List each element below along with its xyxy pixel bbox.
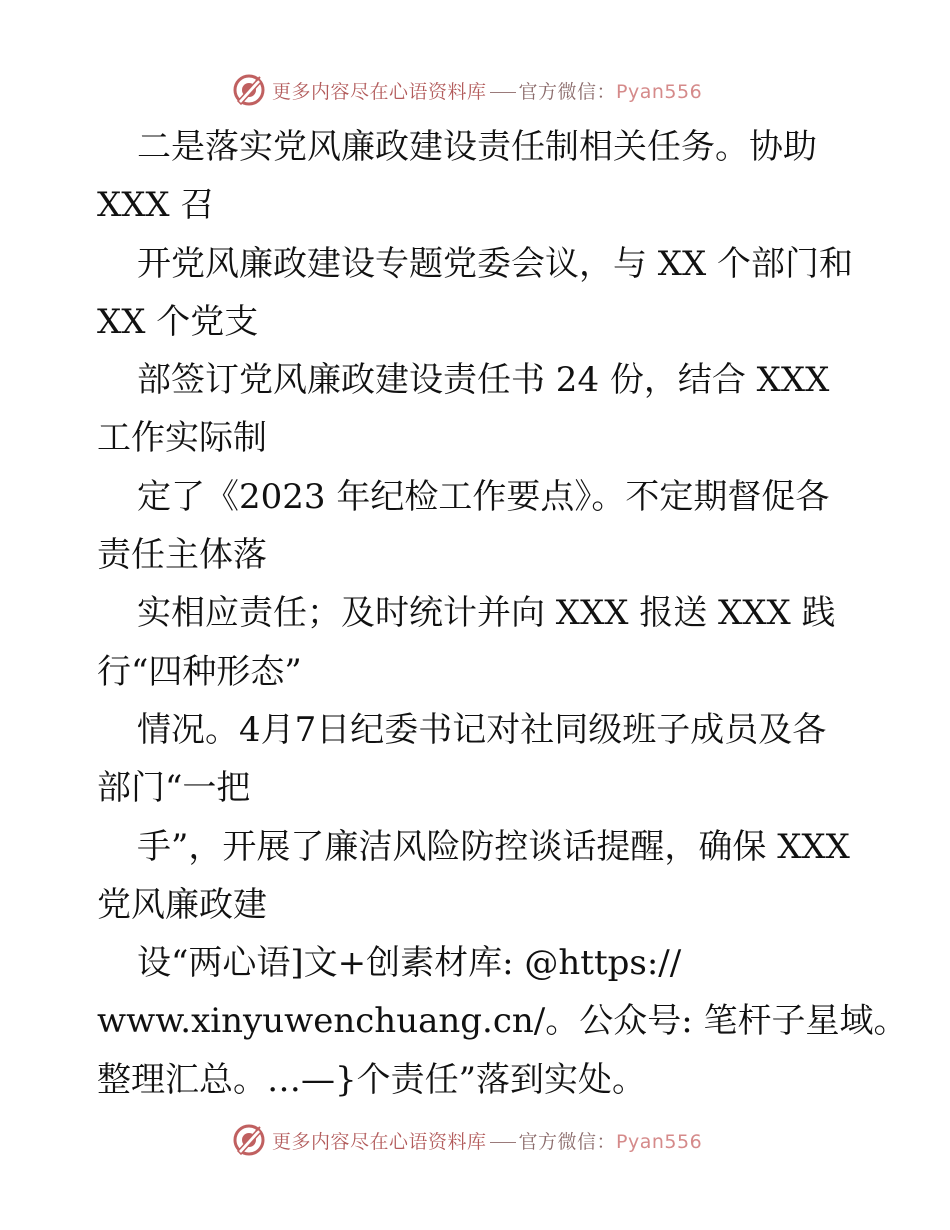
text-line: 责任主体落 xyxy=(97,535,267,576)
text-line: 整理汇总。…—}个责任”落到实处。 xyxy=(97,1059,647,1100)
footer-banner xyxy=(232,1120,702,1160)
banner-wechat-id: Pyan556 xyxy=(616,80,703,103)
text-line: www.xinyuwenchuang.cn/。公众号: 笔杆子星域。 xyxy=(97,1001,908,1042)
banner-title: 更多内容尽在心语资料库 xyxy=(272,1130,487,1153)
text-line: 实相应责任；及时统计并向 XXX 报送 XXX 践 xyxy=(137,593,836,634)
banner-title: 更多内容尽在心语资料库 xyxy=(272,80,487,103)
banner-divider xyxy=(490,92,516,93)
text-line: 情况。4月7日纪委书记对社同级班子成员及各 xyxy=(137,709,827,750)
banner-label: 官方微信： xyxy=(518,80,617,103)
text-line: 部签订党风廉政建设责任书 24 份，结合 XXX xyxy=(137,360,830,401)
body-text xyxy=(97,118,908,1109)
pen-logo-icon xyxy=(232,73,266,107)
text-line: 手”，开展了廉洁风险防控谈话提醒，确保 XXX xyxy=(137,826,850,867)
text-line: XXX 召 xyxy=(97,185,215,226)
text-line: 党风廉政建 xyxy=(97,884,267,925)
banner-divider xyxy=(490,1142,516,1143)
text-line: 开党风廉政建设专题党委会议，与 XX 个部门和 xyxy=(137,243,854,284)
text-line: XX 个党支 xyxy=(97,301,259,342)
pen-logo-icon xyxy=(232,1123,266,1157)
text-line: 行“四种形态” xyxy=(97,651,302,692)
text-line: 定了《2023 年纪检工作要点》。不定期督促各 xyxy=(137,476,830,517)
text-line: 部门“一把 xyxy=(97,768,251,809)
text-line: 工作实际制 xyxy=(97,418,267,459)
banner-label: 官方微信： xyxy=(518,1130,617,1153)
text-line: 设“两心语]文+创素材库: @https:// xyxy=(137,943,682,984)
banner-wechat-id: Pyan556 xyxy=(616,1130,703,1153)
text-line: 二是落实党风廉政建设责任制相关任务。协助 xyxy=(137,127,817,167)
header-banner xyxy=(232,70,702,110)
